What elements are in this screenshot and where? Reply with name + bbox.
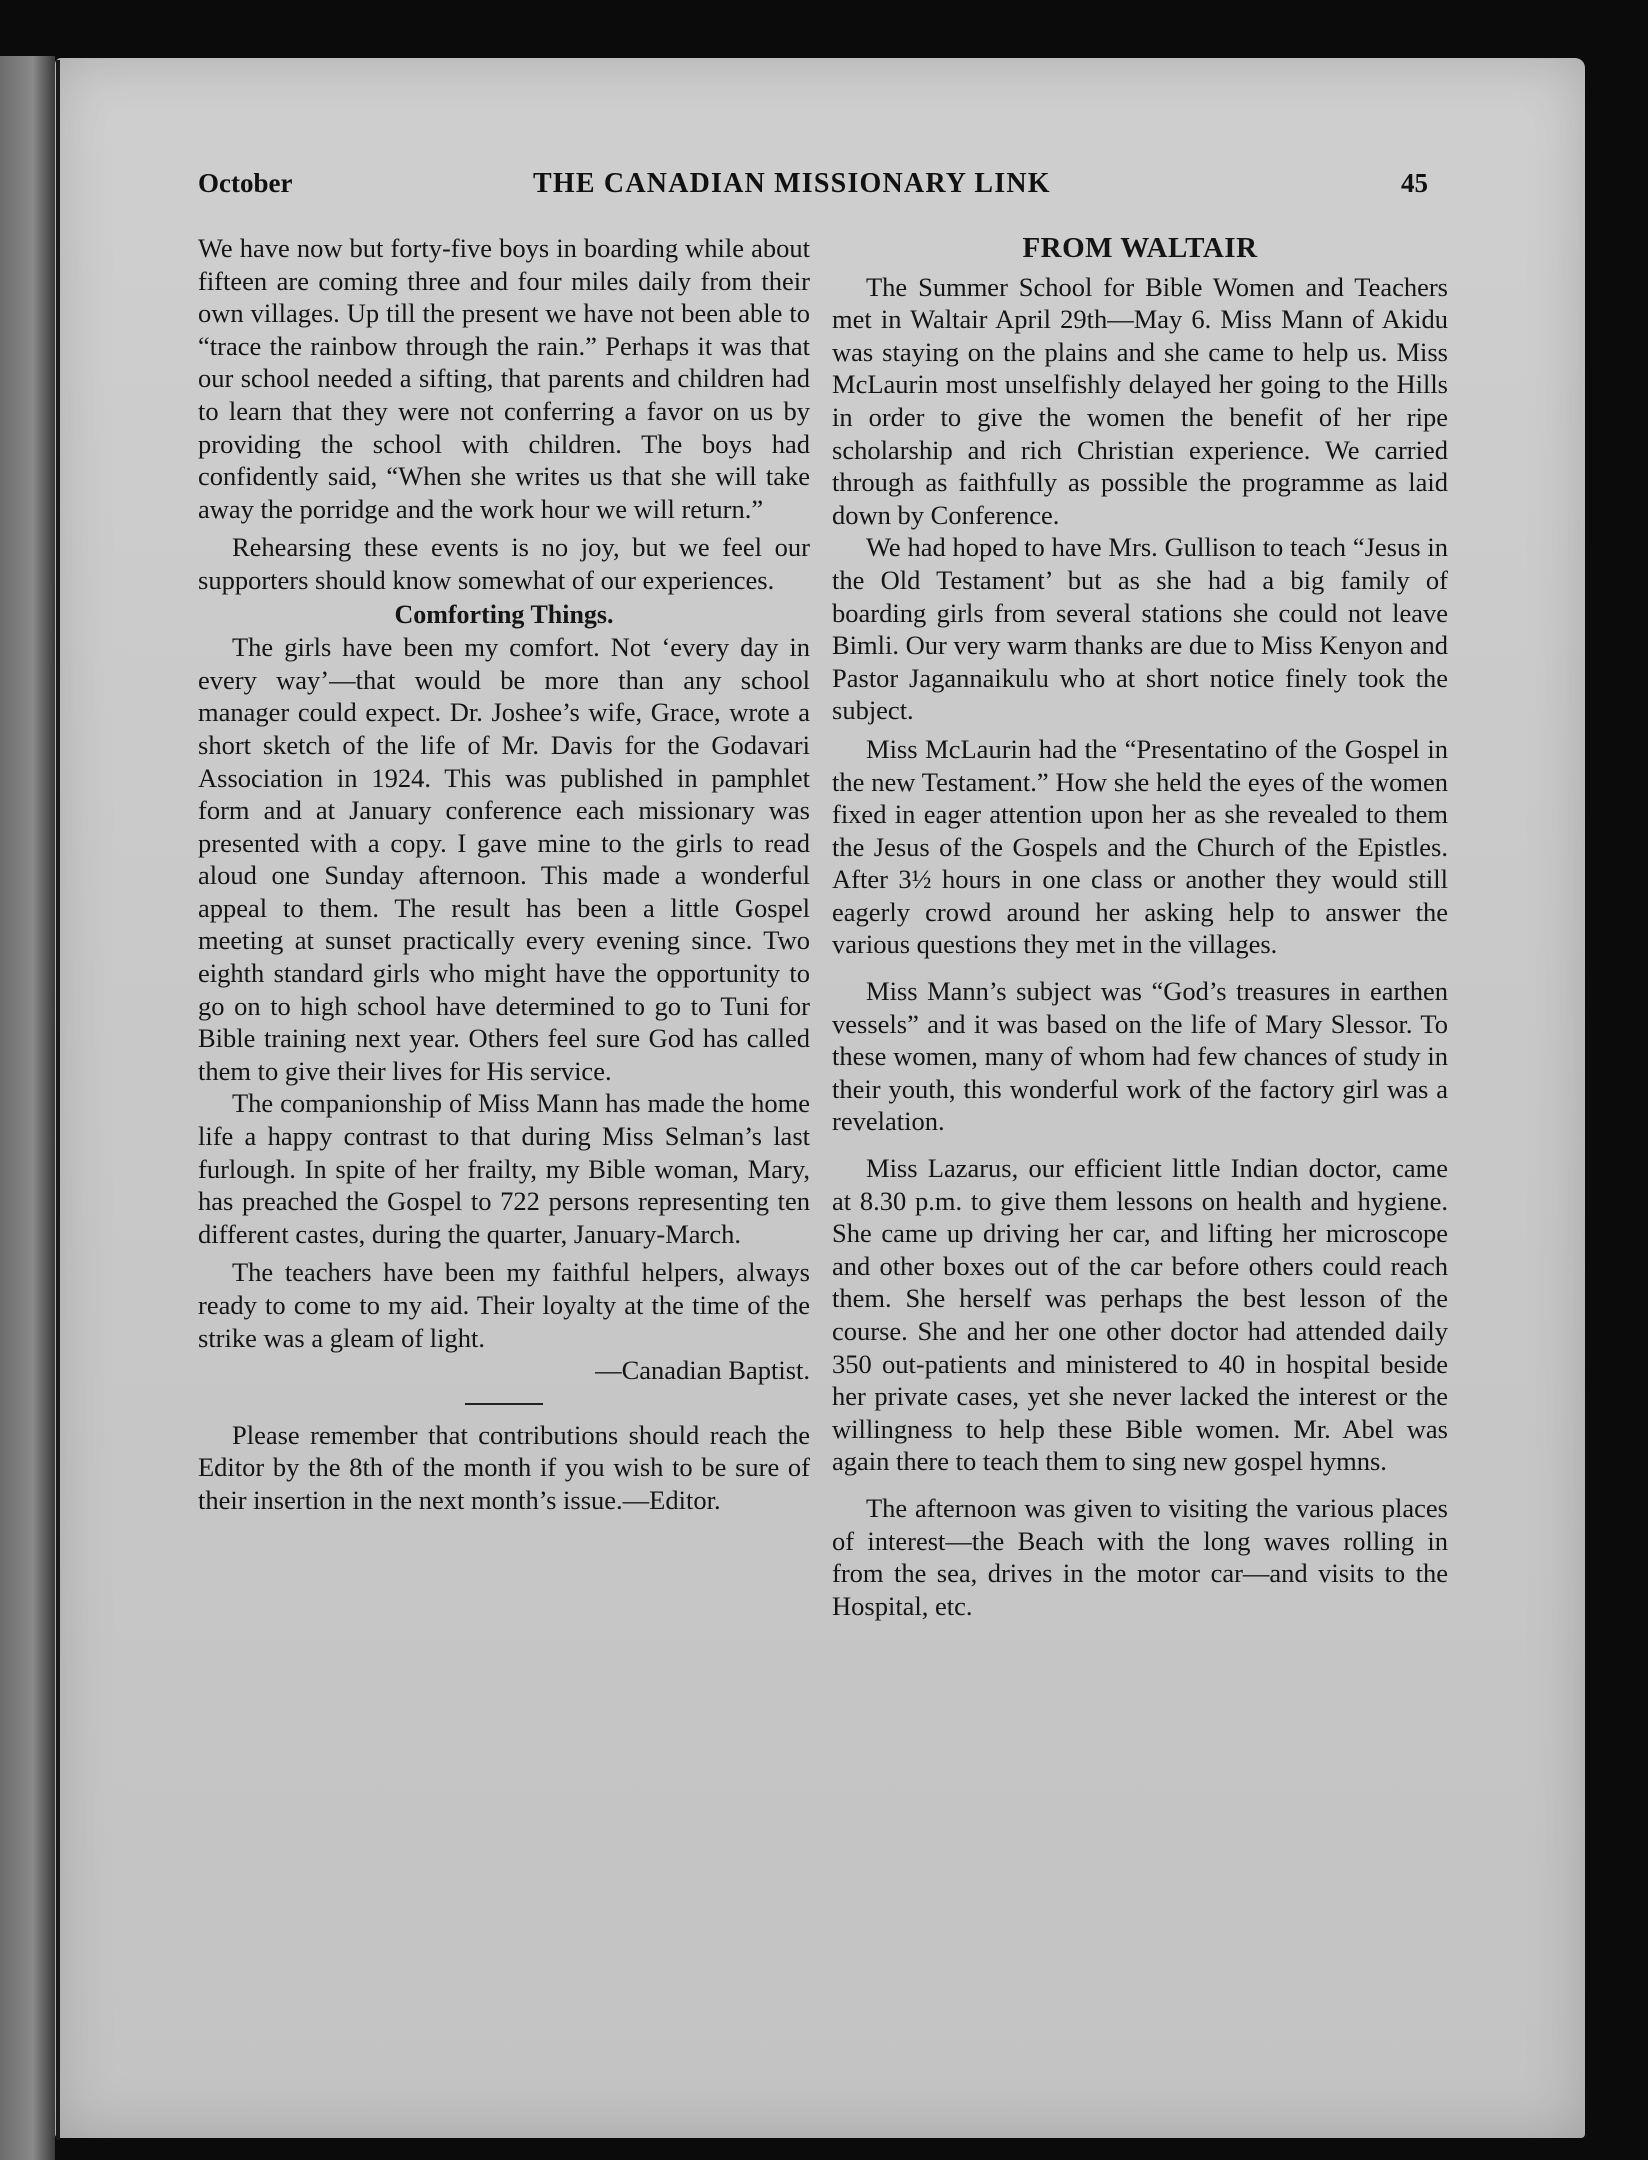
source-attribution: —Canadian Baptist. (595, 1355, 810, 1386)
paragraph: Rehearsing these events is no joy, but we feel our supporters should know somewhat of our experiences. (198, 532, 810, 595)
paragraph: Miss McLaurin had the “Presentatino of the Gospel in the new Testament.” How she held the eyes of the women fixed in eager attention upon her as she revealed to them the Jesus of the Gospels and the Church of the Epistles. After 3½ hours in one class or another they would still eagerly crowd around her asking help to answer the various questions they met in the villages. (832, 733, 1448, 960)
article-title: FROM WALTAIR (1022, 232, 1258, 264)
facing-page-edge (0, 56, 55, 2160)
paragraph: The teachers have been my faithful helpers, always ready to come to my aid. Their loyalty at the time of the strike was a gleam of light. (198, 1257, 810, 1353)
page-spine (56, 60, 60, 2140)
right-column (832, 232, 1448, 1622)
paragraph: The Summer School for Bible Women and Teachers met in Waltair April 29th—May 6. Miss Mann of Akidu was staying on the plains and she came to help us. Miss McLaurin most unselfishly delayed her going to the Hills in order to give the women the benefit of her ripe scholarship and rich Christian experience. We carried through as faithfully as possible the programme as laid down by Conference. (832, 271, 1448, 530)
header-month: October (198, 168, 293, 198)
editor-notice: Please remember that contributions should reach the Editor by the 8th of the month if you wish to be sure of their insertion in the next month’s issue.—Editor. (198, 1419, 810, 1515)
paragraph: We have now but forty-five boys in boarding while about fifteen are coming three and four miles daily from their own villages. Up till the present we have not been able to “trace the rainbow through the rain.” Perhaps it was that our school needed a sifting, that parents and children had to learn that they were not conferring a favor on us by providing the school with children. The boys had confidently said, “When she writes us that she will take away the porridge and the work hour we will return.” (198, 233, 810, 524)
page-number: 45 (1401, 168, 1428, 198)
paragraph: Miss Mann’s subject was “God’s treasures in earthen vessels” and it was based on the life of Mary Slessor. To these women, many of whom had few chances of study in their youth, this wonderful work of the factory girl was a revelation. (832, 976, 1448, 1137)
paragraph: The companionship of Miss Mann has made the home life a happy contrast to that during Miss Selman’s last furlough. In spite of her frailty, my Bible woman, Mary, has preached the Gospel to 722 persons representing ten different castes, during the quarter, January-March. (198, 1088, 810, 1249)
running-header (198, 168, 1428, 208)
paragraph: Miss Lazarus, our efficient little Indian doctor, came at 8.30 p.m. to give them lessons on health and hygiene. She came up driving her car, and lifting her microscope and other boxes out of the car before others could reach them. She herself was perhaps the best lesson of the course. She and her one other doctor had attended daily 350 out-patients and ministered to 40 in hospital beside her private cases, yet she never lacked the interest or the willingness to help these Bible women. Mr. Abel was again there to teach them to sing new gospel hymns. (832, 1153, 1448, 1477)
left-column (198, 232, 810, 1517)
divider-rule (465, 1403, 543, 1405)
subheading: Comforting Things. (394, 599, 614, 629)
paragraph: The afternoon was given to visiting the various places of interest—the Beach with the long waves rolling in from the sea, drives in the motor car—and visits to the Hospital, etc. (832, 1492, 1448, 1621)
journal-title: THE CANADIAN MISSIONARY LINK (533, 168, 1051, 199)
paragraph: The girls have been my comfort. Not ‘every day in every way’—that would be more than any school manager could expect. Dr. Joshee’s wife, Grace, wrote a short sketch of the life of Mr. Davis for the Godavari Association in 1924. This was published in pamphlet form and at January conference each missionary was presented with a copy. I gave mine to the girls to read aloud one Sunday afternoon. This made a wonderful appeal to them. The result has been a little Gospel meeting at sunset practically every evening since. Two eighth standard girls who might have the opportunity to go on to high school have determined to go to Tuni for Bible training next year. Others feel sure God has called them to give their lives for His service. (198, 632, 810, 1086)
paragraph: We had hoped to have Mrs. Gullison to teach “Jesus in the Old Testament’ but as she had a big family of boarding girls from several stations she could not leave Bimli. Our very warm thanks are due to Miss Kenyon and Pastor Jagannaikulu who at short notice finely took the subject. (832, 532, 1449, 726)
